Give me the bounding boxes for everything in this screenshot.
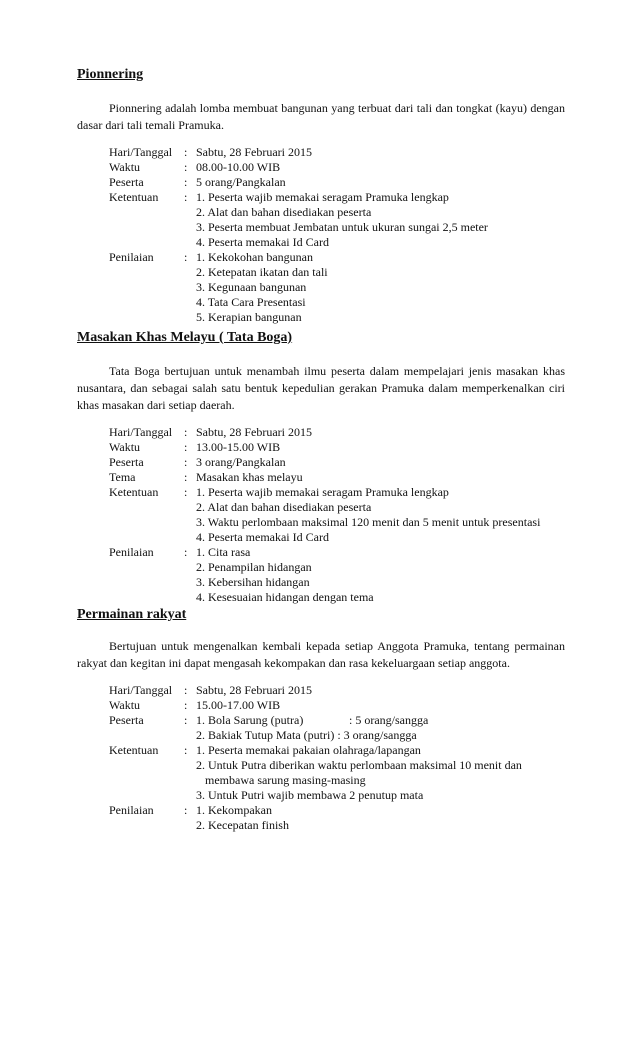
detail-row-cont xyxy=(77,590,565,605)
detail-row-cont xyxy=(77,265,565,280)
detail-label: Peserta xyxy=(109,175,144,189)
detail-row-ketentuan: Ketentuan : 1. Peserta wajib memakai seragam Pramuka lengkap xyxy=(77,485,565,500)
section-paragraph: Pionnering adalah lomba membuat bangunan yang terbuat dari tali dan tongkat (kayu) dengan dasar dari tali temali Pramuka. xyxy=(77,101,565,132)
list-item: 4. Kesesuaian hidangan dengan tema xyxy=(196,590,374,604)
detail-row-waktu: Waktu : 13.00-15.00 WIB xyxy=(77,440,565,455)
detail-value: Masakan khas melayu xyxy=(196,470,303,484)
detail-label: Peserta xyxy=(109,455,144,469)
peserta-count: : 5 orang/sangga xyxy=(349,713,429,727)
detail-row-hari: Hari/Tanggal : Sabtu, 28 Februari 2015 xyxy=(77,425,565,440)
detail-row-penilaian: Penilaian : 1. Kekompakan xyxy=(77,803,565,818)
detail-label: Waktu xyxy=(109,440,141,454)
detail-value: 1. Peserta wajib memakai seragam Pramuka lengkap xyxy=(196,485,449,499)
detail-value: Sabtu, 28 Februari 2015 xyxy=(196,425,312,439)
list-item: 3. Waktu perlombaan maksimal 120 menit dan 5 menit untuk presentasi xyxy=(196,515,541,529)
detail-value: 1. Kekokohan bangunan xyxy=(196,250,313,264)
detail-row-waktu: Waktu : 08.00-10.00 WIB xyxy=(77,160,565,175)
list-item: 2. Alat dan bahan disediakan peserta xyxy=(196,205,372,219)
list-item: 4. Peserta memakai Id Card xyxy=(196,235,329,249)
detail-value: 1. Peserta wajib memakai seragam Pramuka lengkap xyxy=(196,190,449,204)
detail-label: Ketentuan xyxy=(109,743,159,757)
detail-row-cont xyxy=(77,205,565,220)
detail-row-cont xyxy=(77,788,565,803)
section-paragraph: Bertujuan untuk mengenalkan kembali kepada setiap Anggota Pramuka, tentang permainan rakyat dan kegitan ini dapat mengasah kekompakan dan rasa kekeluargaan setiap anggota. xyxy=(77,639,565,670)
peserta-count: : 3 orang/sangga xyxy=(337,728,417,742)
section-pionnering xyxy=(77,66,565,325)
detail-row-cont xyxy=(77,773,565,788)
section-heading: Masakan Khas Melayu ( Tata Boga) xyxy=(77,330,293,345)
detail-row-ketentuan: Ketentuan : 1. Peserta memakai pakaian olahraga/lapangan xyxy=(77,743,565,758)
detail-row-cont xyxy=(77,560,565,575)
list-item: 3. Peserta membuat Jembatan untuk ukuran sungai 2,5 meter xyxy=(196,220,488,234)
detail-label: Waktu xyxy=(109,160,141,174)
list-item: 3. Kegunaan bangunan xyxy=(196,280,307,294)
detail-value xyxy=(196,713,565,728)
detail-row-ketentuan: Ketentuan : 1. Peserta wajib memakai seragam Pramuka lengkap xyxy=(77,190,565,205)
details-block xyxy=(77,683,565,833)
detail-value: 13.00-15.00 WIB xyxy=(196,440,281,454)
detail-label: Penilaian xyxy=(109,250,154,264)
list-item: 4. Tata Cara Presentasi xyxy=(196,295,306,309)
detail-label: Hari/Tanggal xyxy=(109,425,173,439)
detail-value: 3 orang/Pangkalan xyxy=(196,455,286,469)
detail-row-cont xyxy=(77,310,565,325)
peserta-name: 1. Bola Sarung (putra) xyxy=(196,713,304,727)
details-block xyxy=(77,425,565,605)
detail-row-hari: Hari/Tanggal : Sabtu, 28 Februari 2015 xyxy=(77,683,565,698)
detail-value: 1. Cita rasa xyxy=(196,545,251,559)
detail-label: Ketentuan xyxy=(109,190,159,204)
list-item: membawa sarung masing-masing xyxy=(205,773,366,787)
detail-row-cont xyxy=(77,515,565,530)
detail-value: 1. Peserta memakai pakaian olahraga/lapangan xyxy=(196,743,421,757)
detail-row-cont xyxy=(77,220,565,235)
list-item: 2. Ketepatan ikatan dan tali xyxy=(196,265,328,279)
list-item: 5. Kerapian bangunan xyxy=(196,310,302,324)
detail-value: 15.00-17.00 WIB xyxy=(196,698,281,712)
detail-row-cont xyxy=(77,280,565,295)
detail-value: 5 orang/Pangkalan xyxy=(196,175,286,189)
detail-label: Penilaian xyxy=(109,803,154,817)
section-heading: Pionnering xyxy=(77,67,144,82)
detail-row-tema: Tema : Masakan khas melayu xyxy=(77,470,565,485)
list-item: 2. Alat dan bahan disediakan peserta xyxy=(196,500,372,514)
detail-label: Peserta xyxy=(109,713,144,727)
detail-row-cont xyxy=(77,500,565,515)
detail-value: 1. Kekompakan xyxy=(196,803,272,817)
detail-label: Hari/Tanggal xyxy=(109,683,173,697)
detail-row-penilaian: Penilaian : 1. Cita rasa xyxy=(77,545,565,560)
detail-row-cont xyxy=(77,728,565,743)
section-permainan xyxy=(77,606,565,833)
list-item: 2. Untuk Putra diberikan waktu perlombaan maksimal 10 menit dan xyxy=(196,758,522,772)
detail-value: 08.00-10.00 WIB xyxy=(196,160,281,174)
detail-row-peserta: Peserta : 5 orang/Pangkalan xyxy=(77,175,565,190)
detail-row-peserta: Peserta : 1. Bola Sarung (putra) : 5 orang/sangga xyxy=(77,713,565,728)
detail-value: Sabtu, 28 Februari 2015 xyxy=(196,145,312,159)
section-masakan xyxy=(77,329,565,605)
section-heading: Permainan rakyat xyxy=(77,607,187,622)
detail-row-penilaian: Penilaian : 1. Kekokohan bangunan xyxy=(77,250,565,265)
detail-row-hari: Hari/Tanggal : Sabtu, 28 Februari 2015 xyxy=(77,145,565,160)
section-paragraph: Tata Boga bertujuan untuk menambah ilmu peserta dalam mempelajari jenis masakan khas nusantara, dan sebagai salah satu bentuk kepedulian gerakan Pramuka dalam memperkenalkan ciri khas masakan dari setiap daerah. xyxy=(77,364,565,412)
peserta-name: 2. Bakiak Tutup Mata (putri) xyxy=(196,728,335,742)
detail-label: Ketentuan xyxy=(109,485,159,499)
detail-row-cont xyxy=(77,818,565,833)
detail-value: Sabtu, 28 Februari 2015 xyxy=(196,683,312,697)
detail-label: Waktu xyxy=(109,698,141,712)
detail-row-waktu: Waktu : 15.00-17.00 WIB xyxy=(77,698,565,713)
detail-row-peserta: Peserta : 3 orang/Pangkalan xyxy=(77,455,565,470)
detail-row-cont xyxy=(77,235,565,250)
detail-label: Penilaian xyxy=(109,545,154,559)
detail-label: Tema xyxy=(109,470,136,484)
detail-row-cont xyxy=(77,575,565,590)
list-item: 2. Kecepatan finish xyxy=(196,818,289,832)
list-item: 3. Untuk Putri wajib membawa 2 penutup mata xyxy=(196,788,424,802)
list-item: 4. Peserta memakai Id Card xyxy=(196,530,329,544)
detail-label: Hari/Tanggal xyxy=(109,145,173,159)
detail-row-cont xyxy=(77,758,565,773)
detail-row-cont xyxy=(77,295,565,310)
details-block xyxy=(77,145,565,325)
list-item: 2. Penampilan hidangan xyxy=(196,560,312,574)
list-item: 3. Kebersihan hidangan xyxy=(196,575,310,589)
detail-row-cont xyxy=(77,530,565,545)
